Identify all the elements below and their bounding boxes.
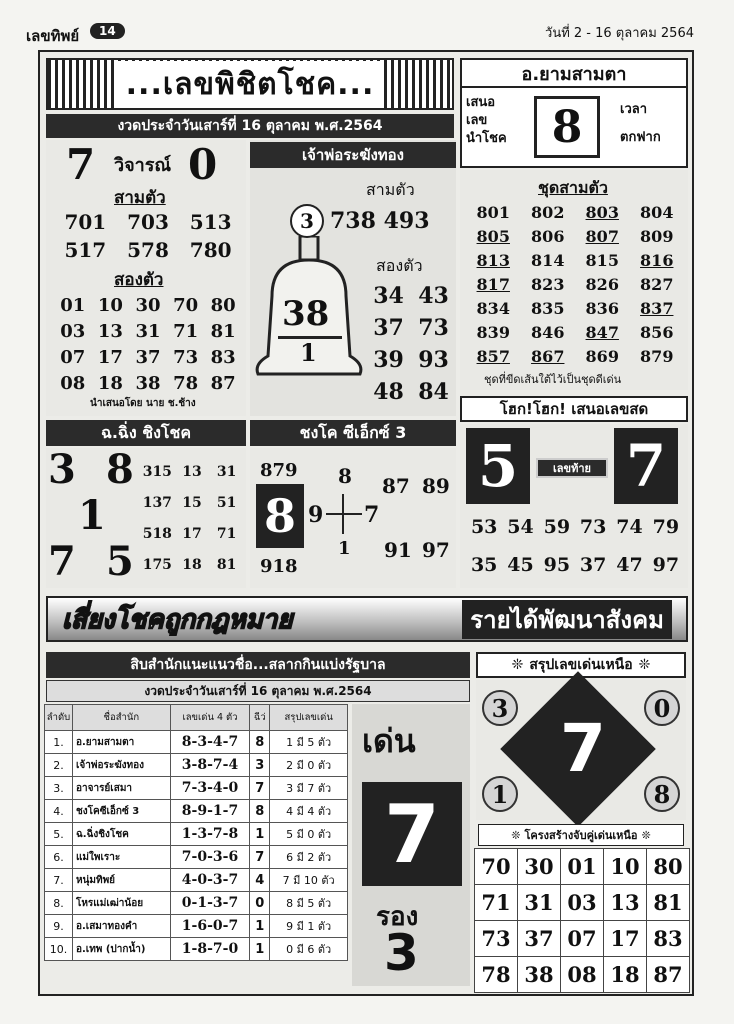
yam-set-cell: 805 [476, 226, 510, 246]
summary-cell: 1 [250, 823, 270, 846]
ching-row-cell: 137 [142, 494, 172, 511]
yam-set-cell: 834 [476, 298, 510, 318]
yam-set-cell: 826 [585, 274, 619, 294]
lottery-banner [46, 596, 688, 642]
summary-cell: เจ้าพ่อระฆังทอง [72, 754, 170, 777]
yam-sets-grid [466, 200, 684, 368]
bell-pair-row [366, 344, 456, 376]
page-number: 14 [90, 23, 125, 39]
ching-row-cell: 81 [216, 556, 237, 573]
top-summary-title-text: สรุปเลขเด่นเหนือ [529, 657, 633, 673]
summary-cell: 7 [250, 846, 270, 869]
top-circle-1: 3 [482, 690, 518, 726]
hot-number: 73 [579, 516, 607, 538]
analysis-left-digit: 7 [66, 140, 96, 189]
summary-title: สิบสำนักแนะแนวชื่อ...สลากกินแบ่งรัฐบาล [46, 652, 470, 678]
yam-set-cell: 802 [531, 202, 565, 222]
hot-label: เลขท้าย [536, 458, 608, 478]
analysis-two-label: สองตัว [114, 270, 164, 290]
pair-cell: 07 [561, 921, 604, 957]
yam-set-cell: 807 [585, 226, 619, 246]
top-circle-4: 8 [644, 776, 680, 812]
pair-row [475, 921, 690, 957]
ching-row-cell: 518 [142, 525, 172, 542]
analysis-three-grid [54, 208, 242, 264]
pair-cell: 03 [561, 885, 604, 921]
analysis-three-cell: 701 [64, 210, 107, 234]
pair-cell: 17 [604, 921, 647, 957]
chongko-cross-bottom: 1 [338, 538, 351, 559]
chongko-cross-left: 9 [308, 502, 324, 528]
snowflake-icon: ❊ [511, 657, 524, 673]
pair-title-text: โครงสร้างจับคู่เด่นเหนือ [524, 829, 638, 842]
analysis-two-row [54, 318, 242, 344]
bell-pair-row [366, 312, 456, 344]
yam-set-row [466, 344, 684, 368]
table-row [45, 800, 348, 823]
bell-three-numbers: 738 493 [330, 208, 430, 234]
summary-cell: หนุ่มทิพย์ [72, 869, 170, 892]
summary-cell: 2 มี 0 ตัว [270, 754, 348, 777]
yam-set-cell: 879 [640, 346, 674, 366]
pair-cell: 71 [475, 885, 518, 921]
bell-pair-cell: 34 [373, 283, 404, 309]
hot-number: 47 [616, 554, 643, 576]
summary-header-cell: เลขเด่น 4 ตัว [170, 705, 250, 731]
chongko-bottom-1: 918 [260, 556, 298, 577]
yam-set-cell: 847 [585, 322, 619, 342]
summary-cell: 1-3-7-8 [170, 823, 250, 846]
summary-cell: 1-6-0-7 [170, 915, 250, 938]
summary-cell: 9. [45, 915, 73, 938]
analysis-two-cell: 78 [173, 372, 199, 394]
ching-row-cell: 175 [142, 556, 172, 573]
bell-pair-cell: 39 [373, 347, 404, 373]
yam-set-cell: 806 [531, 226, 565, 246]
pair-cell: 80 [647, 849, 690, 885]
yam-left-2: เลข [466, 113, 488, 128]
summary-cell: 0-1-3-7 [170, 892, 250, 915]
banner-left-text: เสี่ยงโชคถูกกฎหมาย [62, 604, 293, 635]
chongko-top-2: 8 [338, 464, 352, 488]
bell-pairs-grid [366, 280, 456, 408]
summary-cell: 6. [45, 846, 73, 869]
summary-cell: 7-0-3-6 [170, 846, 250, 869]
pair-title [478, 824, 684, 846]
summary-cell: 6 มี 2 ตัว [270, 846, 348, 869]
summary-main-label: เด่น [362, 722, 416, 760]
pair-cell: 30 [518, 849, 561, 885]
summary-second-digit: 3 [384, 924, 419, 982]
analysis-two-cell: 31 [135, 320, 161, 342]
summary-cell: 0 มี 6 ตัว [270, 938, 348, 961]
summary-cell: 3 [250, 754, 270, 777]
bell-three-label: สามตัว [366, 180, 415, 199]
analysis-two-cell: 71 [173, 320, 199, 342]
bell-top-digit-circle [290, 204, 324, 238]
analysis-three-label: สามตัว [114, 188, 166, 208]
analysis-two-cell: 30 [135, 294, 161, 316]
bell-top-digit: 3 [300, 209, 314, 233]
hot-number: 97 [652, 554, 680, 576]
yam-set-cell: 837 [640, 298, 674, 318]
table-row [45, 846, 348, 869]
hot-row-1 [466, 516, 684, 538]
analysis-two-cell: 70 [173, 294, 199, 316]
pair-cell: 78 [475, 957, 518, 993]
bell-two-label: สองตัว [376, 256, 423, 275]
analysis-two-cell: 73 [173, 346, 199, 368]
ching-row-cell: 15 [182, 494, 202, 511]
pair-cell: 38 [518, 957, 561, 993]
ching-row-row [140, 487, 244, 518]
summary-cell: 1-8-7-0 [170, 938, 250, 961]
analysis-right-digit: 0 [188, 140, 218, 189]
pair-cell: 08 [561, 957, 604, 993]
summary-cell: ฉ.ฉิ่งชิงโชค [72, 823, 170, 846]
hot-number: 53 [470, 516, 498, 538]
bell-pair-cell: 48 [373, 379, 404, 405]
analysis-three-row [54, 236, 242, 264]
yam-left-text [466, 94, 507, 148]
yam-set-cell: 816 [640, 250, 674, 270]
table-row [45, 938, 348, 961]
ching-digit-4: 7 [48, 538, 76, 585]
yam-set-cell: 867 [531, 346, 565, 366]
pair-cell: 87 [647, 957, 690, 993]
hot-number: 45 [507, 554, 534, 576]
summary-cell: 1 [250, 938, 270, 961]
summary-table [44, 704, 348, 961]
bell-pair-cell: 73 [418, 315, 449, 341]
chongko-bottom-3: 97 [422, 538, 450, 562]
yam-set-cell: 827 [640, 274, 674, 294]
chongko-top-1: 879 [260, 460, 298, 481]
bell-pair-cell: 84 [418, 379, 449, 405]
analysis-two-cell: 37 [135, 346, 161, 368]
yam-digit: 8 [551, 101, 583, 153]
summary-cell: 7 มี 10 ตัว [270, 869, 348, 892]
pair-cell: 18 [604, 957, 647, 993]
title-text: ...เลขพิชิตโชค... [118, 61, 383, 108]
summary-cell: 1 มี 5 ตัว [270, 731, 348, 754]
analysis-two-cell: 38 [135, 372, 161, 394]
pair-row [475, 957, 690, 993]
analysis-three-cell: 513 [189, 210, 232, 234]
yam-digit-box [534, 96, 600, 158]
summary-cell: อ.เทพ (ปากน้ำ) [72, 938, 170, 961]
summary-header-cell: สรุปเลขเด่น [270, 705, 348, 731]
table-row [45, 869, 348, 892]
top-circle-3: 1 [482, 776, 518, 812]
analysis-two-grid [54, 292, 242, 396]
ching-title: ฉ.ฉิ่ง ชิงโชค [46, 420, 246, 446]
analysis-three-row [54, 208, 242, 236]
summary-cell: 4. [45, 800, 73, 823]
pair-cell: 01 [561, 849, 604, 885]
summary-cell: โหรแม่เฒ่าน้อย [72, 892, 170, 915]
yam-set-cell: 835 [531, 298, 565, 318]
bell-bottom-number: 1 [300, 338, 317, 367]
hot-number: 95 [543, 554, 571, 576]
yam-right-2: ตกฟาก [620, 130, 661, 145]
summary-cell: 8 [250, 800, 270, 823]
summary-cell: 9 มี 1 ตัว [270, 915, 348, 938]
analysis-two-cell: 83 [210, 346, 236, 368]
yam-set-cell: 846 [531, 322, 565, 342]
yam-set-cell: 869 [585, 346, 619, 366]
summary-cell: 2. [45, 754, 73, 777]
summary-cell: 4-0-3-7 [170, 869, 250, 892]
pair-cell: 73 [475, 921, 518, 957]
summary-cell: 8 มี 5 ตัว [270, 892, 348, 915]
top-circle-2: 0 [644, 690, 680, 726]
chongko-cross-h [326, 513, 362, 515]
yam-set-cell: 813 [476, 250, 510, 270]
analysis-three-cell: 517 [64, 238, 107, 262]
summary-cell: 10. [45, 938, 73, 961]
snowflake-icon-pair: ❊ [511, 828, 521, 842]
bell-pair-cell: 93 [418, 347, 449, 373]
analysis-two-cell: 08 [60, 372, 86, 394]
ching-digit-2: 8 [106, 446, 134, 493]
hot-row-2 [466, 554, 684, 576]
snowflake-icon-pair-right: ❊ [641, 828, 651, 842]
ching-row-cell: 315 [142, 463, 172, 480]
summary-cell: 8-3-4-7 [170, 731, 250, 754]
yam-set-row [466, 224, 684, 248]
yam-set-cell: 815 [585, 250, 619, 270]
table-row [45, 731, 348, 754]
ching-digit-1: 3 [48, 446, 76, 493]
analysis-two-cell: 80 [210, 294, 236, 316]
draw-date-bar: งวดประจำวันเสาร์ที่ 16 ตุลาคม พ.ศ.2564 [46, 114, 454, 138]
summary-cell: 8. [45, 892, 73, 915]
summary-cell: 0 [250, 892, 270, 915]
hot-left-digit: 5 [466, 428, 530, 504]
hot-number: 37 [579, 554, 607, 576]
bell-top-number: 38 [282, 294, 330, 334]
bell-title: เจ้าพ่อระฆังทอง [250, 142, 456, 168]
yam-set-cell: 856 [640, 322, 674, 342]
pair-cell: 70 [475, 849, 518, 885]
analysis-two-cell: 87 [210, 372, 236, 394]
yam-set-cell: 857 [476, 346, 510, 366]
summary-table-header [45, 705, 348, 731]
yam-set-cell: 817 [476, 274, 510, 294]
summary-cell: 7-3-4-0 [170, 777, 250, 800]
analysis-two-cell: 10 [97, 294, 123, 316]
yam-set-cell: 809 [640, 226, 674, 246]
analysis-two-row [54, 344, 242, 370]
summary-cell: ชงโคซีเอ็กซ์ 3 [72, 800, 170, 823]
analysis-two-cell: 03 [60, 320, 86, 342]
table-row [45, 915, 348, 938]
pair-row [475, 885, 690, 921]
summary-cell: 8-9-1-7 [170, 800, 250, 823]
summary-cell: อาจารย์เสมา [72, 777, 170, 800]
bell-pair-row [366, 280, 456, 312]
summary-cell: 4 [250, 869, 270, 892]
snowflake-icon-right: ❊ [638, 657, 651, 673]
hot-number: 54 [507, 516, 534, 538]
title-banner [46, 58, 454, 110]
analysis-credit: นำเสนอโดย นาย ช.ช้าง [90, 398, 196, 409]
summary-cell: 1 [250, 915, 270, 938]
summary-cell: 1. [45, 731, 73, 754]
ching-row-cell: 71 [216, 525, 237, 542]
pair-table [474, 848, 690, 993]
yam-title: อ.ยามสามตา [462, 60, 686, 88]
pair-cell: 83 [647, 921, 690, 957]
summary-header-cell: ชื่อสำนัก [72, 705, 170, 731]
pair-row [475, 849, 690, 885]
analysis-three-cell: 578 [127, 238, 169, 262]
ching-row-cell: 31 [216, 463, 237, 480]
ching-row-row [140, 456, 244, 487]
summary-cell: 7 [250, 777, 270, 800]
hot-number: 35 [470, 554, 498, 576]
table-row [45, 754, 348, 777]
summary-header-cell: ฉีว่ [250, 705, 270, 731]
summary-date: งวดประจำวันเสาร์ที่ 16 ตุลาคม พ.ศ.2564 [46, 680, 470, 702]
ching-row-cell: 17 [182, 525, 202, 542]
analysis-two-cell: 17 [97, 346, 123, 368]
summary-cell: 5 มี 0 ตัว [270, 823, 348, 846]
table-row [45, 777, 348, 800]
yam-set-row [466, 200, 684, 224]
chongko-bottom-2: 91 [384, 538, 412, 562]
yam-set-cell: 823 [531, 274, 565, 294]
yam-set-cell: 804 [640, 202, 674, 222]
pair-cell: 10 [604, 849, 647, 885]
summary-cell: อ.ยามสามตา [72, 731, 170, 754]
yam-right-text [620, 96, 661, 152]
pair-cell: 13 [604, 885, 647, 921]
summary-cell: 4 มี 4 ตัว [270, 800, 348, 823]
analysis-two-cell: 81 [210, 320, 236, 342]
bell-pair-cell: 43 [418, 283, 449, 309]
yam-set-label: ชุดสามตัว [538, 178, 608, 197]
yam-set-cell: 814 [531, 250, 565, 270]
banner-right-text: รายได้พัฒนาสังคม [462, 600, 672, 639]
ching-row-row [140, 549, 244, 580]
analysis-two-cell: 13 [97, 320, 123, 342]
summary-cell: 5. [45, 823, 73, 846]
yam-set-row [466, 272, 684, 296]
yam-set-cell: 836 [585, 298, 619, 318]
analysis-three-cell: 703 [127, 210, 169, 234]
analysis-three-cell: 780 [189, 238, 232, 262]
chongko-cross-right: 7 [364, 502, 380, 528]
top-summary-center: 7 [560, 710, 606, 787]
yam-set-row [466, 320, 684, 344]
bell-pair-cell: 37 [373, 315, 404, 341]
hot-number: 59 [543, 516, 571, 538]
chongko-title: ชงโค ซีเอ็กซ์ 3 [250, 420, 456, 446]
summary-cell: 8 [250, 731, 270, 754]
hot-number: 74 [616, 516, 643, 538]
issue-date: วันที่ 2 - 16 ตุลาคม 2564 [545, 26, 694, 41]
summary-header-cell: ลำดับ [45, 705, 73, 731]
magazine-name: เลขทิพย์ [26, 27, 80, 45]
summary-cell: 3. [45, 777, 73, 800]
hot-number: 79 [652, 516, 680, 538]
summary-cell: อ.เสมาทองคำ [72, 915, 170, 938]
yam-note: ชุดที่ขีดเส้นใต้ไว้เป็นชุดดีเด่น [484, 373, 622, 386]
ching-row-cell: 51 [216, 494, 237, 511]
summary-cell: 7. [45, 869, 73, 892]
summary-cell: 3-8-7-4 [170, 754, 250, 777]
ching-digit-5: 5 [106, 538, 134, 585]
chongko-box-digit: 8 [256, 484, 304, 548]
table-row [45, 892, 348, 915]
analysis-two-cell: 07 [60, 346, 86, 368]
summary-main-digit: 7 [362, 782, 462, 886]
chongko-top-3: 87 [382, 474, 410, 498]
analysis-two-cell: 01 [60, 294, 86, 316]
yam-right-1: เวลา [620, 102, 648, 117]
ching-row-cell: 13 [182, 463, 202, 480]
yam-set-row [466, 296, 684, 320]
yam-set-cell: 839 [476, 322, 510, 342]
pair-cell: 81 [647, 885, 690, 921]
analysis-label: วิจารณ์ [114, 155, 172, 176]
pair-cell: 37 [518, 921, 561, 957]
summary-cell: 3 มี 7 ตัว [270, 777, 348, 800]
yam-set-cell: 801 [476, 202, 510, 222]
analysis-two-row [54, 370, 242, 396]
ching-digit-3: 1 [78, 492, 106, 539]
yam-left-1: เสนอ [466, 95, 496, 110]
ching-rows-grid [140, 456, 244, 580]
ching-row-cell: 18 [182, 556, 202, 573]
bell-pair-row [366, 376, 456, 408]
pair-cell: 31 [518, 885, 561, 921]
yam-left-3: นำโชค [466, 131, 507, 146]
summary-second-label: รอง [376, 902, 419, 932]
table-row [45, 823, 348, 846]
ching-row-row [140, 518, 244, 549]
hot-title: โฮก!โฮก! เสนอเลขสด [460, 396, 688, 422]
analysis-two-cell: 18 [97, 372, 123, 394]
summary-cell: แม่ใพเราะ [72, 846, 170, 869]
analysis-two-row [54, 292, 242, 318]
yam-set-cell: 803 [585, 202, 619, 222]
chongko-top-4: 89 [422, 474, 450, 498]
hot-right-digit: 7 [614, 428, 678, 504]
yam-set-row [466, 248, 684, 272]
